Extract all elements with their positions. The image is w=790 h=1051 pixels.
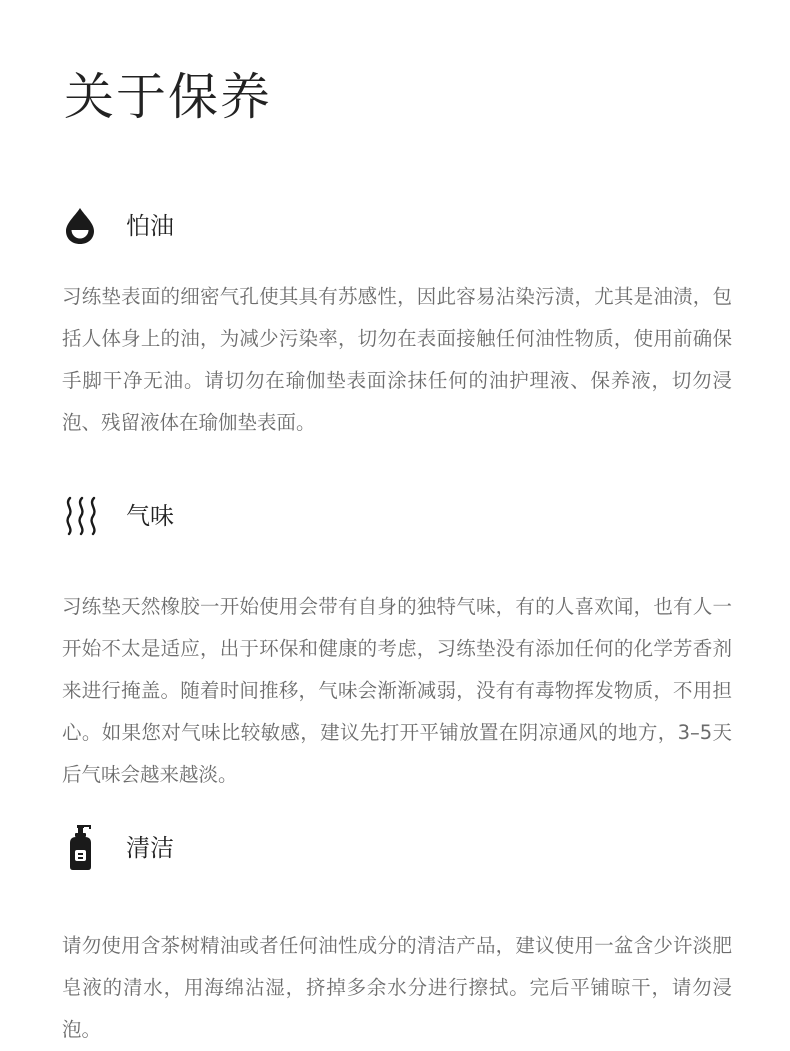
section-oil [62, 204, 742, 444]
section-smell [62, 494, 742, 796]
soap-bottle-icon [62, 826, 102, 870]
odor-waves-icon [62, 494, 102, 538]
oil-drop-icon [62, 204, 102, 248]
section-body: 习练垫天然橡胶一开始使用会带有自身的独特气味，有的人喜欢闻，也有人一开始不太是适应，出于环保和健康的考虑，习练垫没有添加任何的化学芳香剂来进行掩盖。随着时间推移，气味会渐渐减弱，没有有毒物挥发物质，不用担心。如果您对气味比较敏感，建议先打开平铺放置在阴凉通风的地方，3–5天后气味会越来越淡。 [62, 595, 732, 786]
section-header [62, 204, 742, 248]
section-title: 清洁 [126, 834, 174, 862]
section-body: 请勿使用含茶树精油或者任何油性成分的清洁产品，建议使用一盆含少许淡肥皂液的清水，用海绵沾湿，挤掉多余水分进行擦拭。完后平铺晾干，请勿浸泡。 [62, 934, 732, 1041]
section-header [62, 494, 742, 538]
page-title: 关于保养 [64, 68, 272, 126]
section-body: 习练垫表面的细密气孔使其具有苏感性，因此容易沾染污渍，尤其是油渍，包括人体身上的油，为减少污染率，切勿在表面接触任何油性物质，使用前确保手脚干净无油。请切勿在瑜伽垫表面涂抹任何的油护理液、保养液，切勿浸泡、残留液体在瑜伽垫表面。 [62, 285, 732, 434]
section-clean [62, 826, 742, 1051]
section-title: 气味 [126, 502, 174, 530]
section-title: 怕油 [126, 212, 174, 240]
section-header [62, 826, 742, 870]
